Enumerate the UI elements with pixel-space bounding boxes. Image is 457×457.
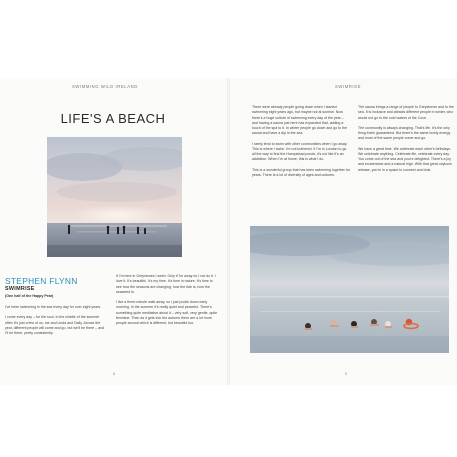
author-tagline: (One half of the Happy Pear) (5, 294, 54, 298)
right-running-head: SWIMRISE (335, 84, 361, 89)
paragraph: I rarely tend to swim with other communities when I go away. This is where I swim. I'm not bothered. If I'm in London to go all the way to find the Hampstead ponds, it's not like it's an addiction. When I'm at home, this is what I do. (252, 141, 348, 162)
paragraph: There were already people going down when I started swimming eight years ago, but maybe not at sunrise. Now there's a huge culture of swimming every day of the year – and having a sauna just here has expanded that, adding a touch of the spa to it. In winter people go down and go to the sauna and have a dip in the sea. (252, 105, 348, 136)
author-name: STEPHEN FLYNN (5, 276, 78, 286)
paragraph: I've been swimming in the sea every day for over eight years. (5, 305, 102, 309)
paragraph: If I'm here in Greystones I swim. Only if I'm away do I not do it. I love it. It's beautiful. It's my time. It's time in nature. It's time to see how the seasons are changing, how the tide is, how the seaweed is. (116, 274, 216, 294)
left-running-head: SWIMMING WILD IRELAND (72, 84, 138, 89)
left-page-number: 8 (113, 372, 115, 376)
right-column-1 (252, 105, 350, 183)
right-column-2 (358, 105, 455, 178)
section-label: SWIMRISE (5, 286, 35, 292)
paragraph: The community is always changing. That's life. It's the only thing that's guaranteed. But there's the same lovely energy and most of the same people come and go. (358, 125, 451, 141)
paragraph: We have a great time. We celebrate each other's birthdays. We celebrate anything. Celebrate life, celebrate every day. You come out of the sea and you're delighted. There's a joy and exuberance and a natural high. With that great oxytocin release, you're in a space to connect and chat. (358, 146, 452, 172)
paragraph: This is a wonderful group that has been swimming together for years. There is a lot of diversity of ages and cultures. (252, 167, 350, 177)
paragraph: The sauna brings a range of people to Greystones and to the sea. It is inclusive and attracts different people in winter, who would not go to the cold waters of the Cove. (358, 105, 454, 120)
sunrise-sea-photo (47, 137, 182, 257)
paragraph: I live a three-minute walk away, so I just pootle down early morning. In the summer it's really quiet and peaceful. There's something quite meditative about it – very soft, very gentle, quite feminine. Then as it gets into the autumn there are a lot more people around which is different, but beautiful too. (116, 300, 218, 325)
left-column-2 (116, 274, 219, 331)
right-page-number: 9 (345, 372, 347, 376)
book-gutter (227, 78, 230, 385)
page-title: LIFE'S A BEACH (60, 110, 166, 126)
left-column-1 (5, 305, 106, 341)
paragraph: I come every day – for the soul. In the middle of the summer often it's just a few of us, me and Linda and Dally. Across the year, different people will come and go, but we'll be there – and I'll be there, pretty consistently. (5, 315, 105, 335)
group-swimmers-photo (250, 226, 449, 353)
